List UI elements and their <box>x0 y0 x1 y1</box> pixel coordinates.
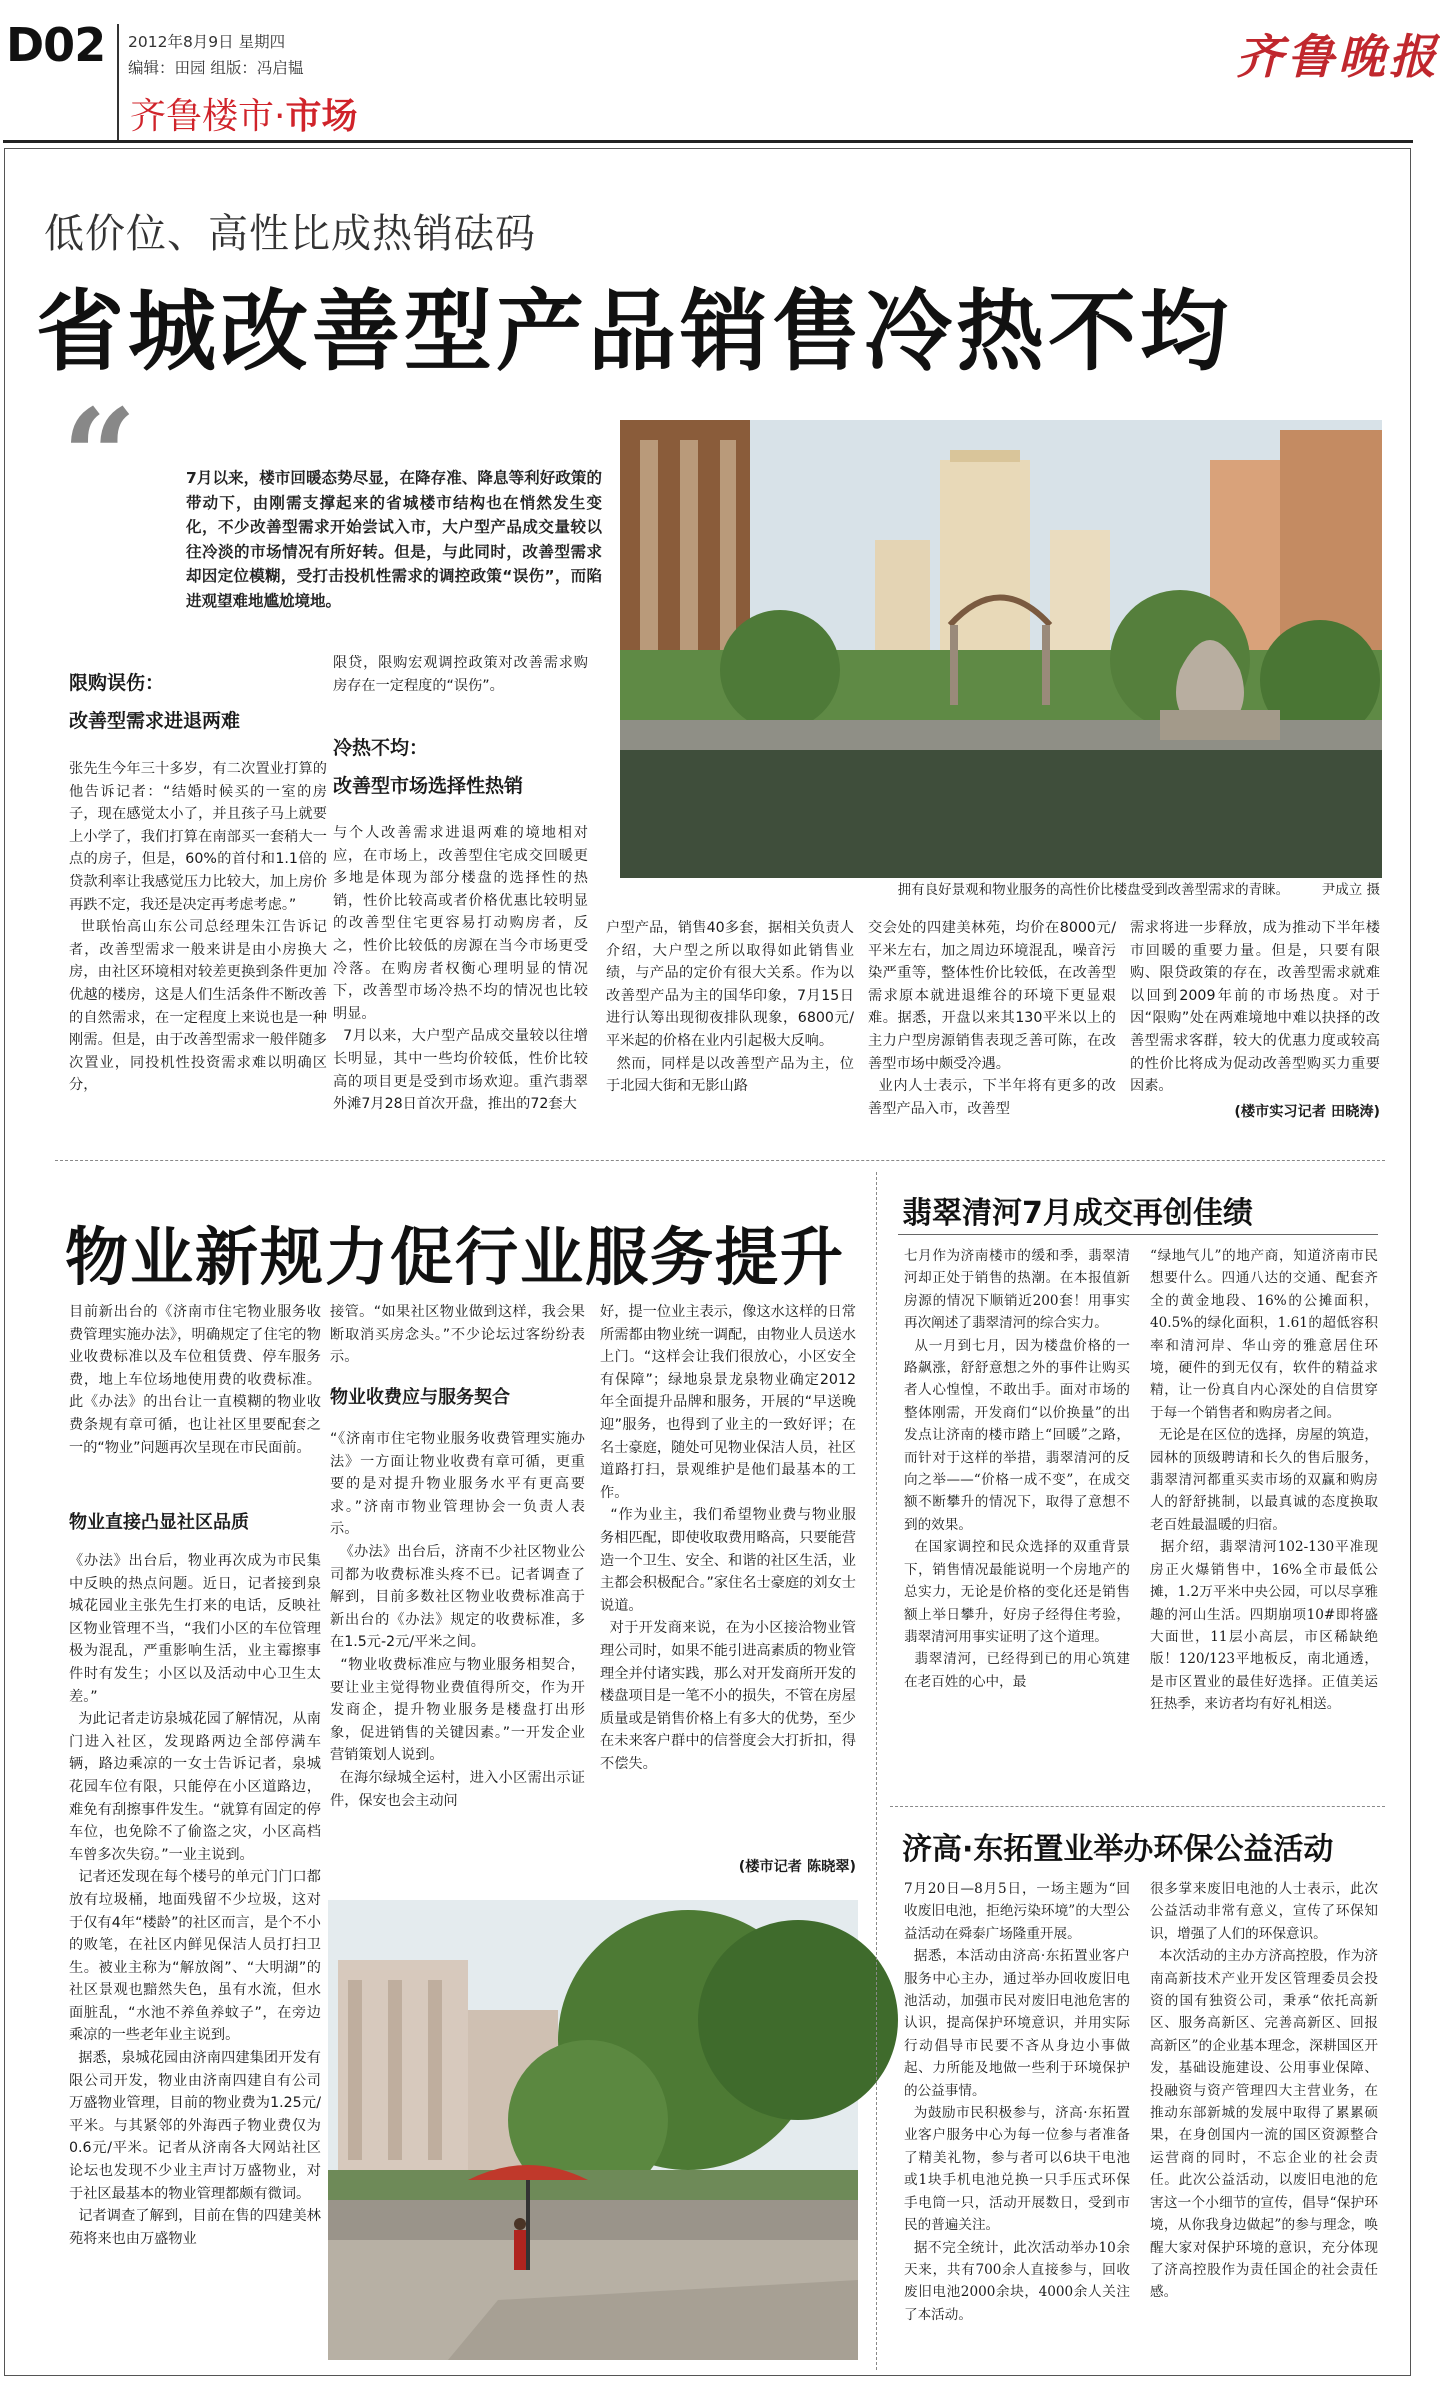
article1-subhead1-line1: 限购误伤： <box>69 672 165 694</box>
article-divider-2 <box>890 1806 1385 1807</box>
article1-column3: 户型产品，销售40多套，据相关负责人介绍，大户型之所以取得如此销售业绩，与产品的定价有很大关系。作为以改善型产品为主的国华印象，7月15日进行认筹出现彻夜排队现象，6800元/平米起的价格在业内引起极大反响。 然而，同样是以改善型产品为主，位于北园大街和无影山路 <box>606 920 854 1095</box>
article1-byline: (楼市实习记者 田晓涛) <box>1234 1104 1380 1120</box>
article3-headline: 翡翠清河7月成交再创佳绩 <box>902 1196 1253 1231</box>
header-divider-vertical <box>117 24 119 140</box>
article1-kicker: 低价位、高性比成热销砝码 <box>44 211 536 257</box>
article1-column5: 需求将进一步释放，成为推动下半年楼市回暖的重要力量。但是，只要有限购、限贷政策的存在，改善型需求就难以回到2009年前的市场热度。对于因“限购”处在两难境地中难以抉择的改善型需求客群，较大的优惠力度或较高的性价比将成为促动改善型购买力重要因素。 <box>1130 920 1380 1095</box>
article2-headline: 物业新规力促行业服务提升 <box>65 1221 845 1294</box>
article1-column2b: 与个人改善需求进退两难的境地相对应，在市场上，改善型住宅成交回暖更多地是体现为部分楼盘的选择性的热销，性价比较高或者价格优惠比较明显的改善型住宅更容易打动购房者，反之，性价比较低的房源在当今市场更受冷落。在购房者权衡心理明显的情况下，改善型市场冷热不均的情况也比较明显。 7月以来，大户型产品成交量较以往增长明显，其中一些均价较低，性价比较高的项目更是受到市场欢迎。重汽翡翠外滩7月28日首次开盘，推出的72套大 <box>333 825 588 1113</box>
article2-column2a: 接管。“如果社区物业做到这样，我会果断取消买房念头。”不少论坛过客纷纷表示。 <box>330 1304 585 1366</box>
issue-date: 2012年8月9日 星期四 <box>128 33 286 51</box>
article2-column1a: 目前新出台的《济南市住宅物业服务收费管理实施办法》，明确规定了住宅的物业收费标准以及车位租赁费、停车服务费，地上车位场地使用费的收费标准。此《办法》的出台让一直模糊的物业收费条规有章可循，也让社区里要配套之一的“物业”问题再次呈现在市民面前。 <box>69 1304 321 1456</box>
article-divider-1 <box>55 1160 1385 1161</box>
article1-photo <box>620 420 1382 878</box>
article1-photo-caption <box>790 880 1380 900</box>
section-title <box>130 88 357 139</box>
section-title-prefix: 齐鲁楼市· <box>130 96 286 137</box>
article3-rule <box>898 1234 1378 1235</box>
article2-photo <box>328 1900 858 2360</box>
quote-mark-icon: “ <box>62 380 137 533</box>
article1-lead: 7月以来，楼市回暖态势尽显，在降存准、降息等利好政策的带动下，由刚需支撑起来的省城楼市结构也在悄然发生变化，不少改善型需求开始尝试入市，大户型产品成交量较以往冷淡的市场情况有所好转。但是，与此同时，改善型需求却因定位模糊，受打击投机性需求的调控政策“误伤”，而陷进观望难地尴尬境地。 <box>186 469 602 610</box>
section-title-suffix: 市场 <box>285 96 358 137</box>
article1-column1: 张先生今年三十多岁，有二次置业打算的他告诉记者：“结婚时候买的一室的房子，现在感觉太小了，并且孩子马上就要上小学了，我们打算在南部买一套稍大一点的房子，但是，60%的首付和1.1倍的贷款利率让我感觉压力比较大，加上房价再跌不定，我还是决定再考虑考虑。” 世联怡高山东公司总经理朱江告诉记者，改善型需求一般来讲是由小房换大房，由社区环境相对较差更换到条件更加优越的楼房，这是人们生活条件不断改善的自然需求，在一定程度上来说也是一种刚需。但是，由于改善型需求一般伴随多次置业，同投机性投资需求难以明确区分， <box>69 761 327 1094</box>
photo-caption-text: 拥有良好景观和物业服务的高性价比楼盘受到改善型需求的青睐。 <box>897 882 1290 898</box>
editor-credits: 编辑：田园 组版：冯启韫 <box>128 59 304 77</box>
article2-subhead-b: 物业收费应与服务契合 <box>330 1387 510 1408</box>
article1-column2a: 限贷，限购宏观调控政策对改善需求购房存在一定程度的“误伤”。 <box>333 655 588 694</box>
article4-column1: 7月20日—8月5日，一场主题为“回收废旧电池，拒绝污染环境”的大型公益活动在舜泰广场隆重开展。 据悉，本活动由济高·东拓置业客户服务中心主办，通过举办回收废旧电池活动，加强市民对废旧电池危害的认识，提高保护环境意识，并用实际行动倡导市民要不吝从身边小事做起、力所能及地做一些利于环境保护的公益事情。 为鼓励市民积极参与，济高·东拓置业客户服务中心为每一位参与者准备了精美礼物，参与者可以6块干电池或1块手机电池兑换一只手压式环保手电筒一只，活动开展数日，受到市民的普遍关注。 据不完全统计，此次活动举办10余天来，共有700余人直接参与，回收废旧电池2000余块，4000余人关注了本活动。 <box>904 1881 1130 2323</box>
article4-headline: 济高·东拓置业举办环保公益活动 <box>902 1832 1334 1867</box>
article2-subhead-a: 物业直接凸显社区品质 <box>69 1512 249 1533</box>
article3-column1: 七月作为济南楼市的缓和季，翡翠清河却正处于销售的热潮。在本报值新房源的情况下顺销近200套！用事实再次阐述了翡翠清河的综合实力。 从一月到七月，因为楼盘价格的一路飙涨，舒舒意想之外的事件让购买者人心惶惶，不敢出手。面对市场的整体刚需，开发商们“以价换量”的出发点让济南的楼市踏上“回暖”之路，而针对于这样的举措，翡翠清河的反向之举——“价格一成不变”，在成交额不断攀升的情况下，取得了意想不到的效果。 在国家调控和民众选择的双重背景下，销售情况最能说明一个房地产的总实力，无论是价格的变化还是销售额上举日攀升，好房子经得住考验，翡翠清河用事实证明了这个道理。 翡翠清河，已经得到已的用心筑建在老百姓的心中，最 <box>904 1248 1130 1690</box>
article1-subhead2 <box>333 735 588 799</box>
newspaper-brand-logo: 齐鲁晚报 <box>1236 30 1440 85</box>
article2-column1b: 《办法》出台后，物业再次成为市民集中反映的热点问题。近日，记者接到泉城花园业主张先生打来的电话，反映社区物业管理不当，“我们小区的车位管理极为混乱，严重影响生活，业主霉擦事件时有发生；小区以及活动中心卫生太差。” 为此记者走访泉城花园了解情况，从南门进入社区，发现路两边全部停满车辆，路边乘凉的一女士告诉记者，泉城花园车位有限，只能停在小区道路边，难免有刮擦事件发生。“就算有固定的停车位，也免除不了偷盗之灾，小区高档车曾多次失窃。”一业主说到。 记者还发现在每个楼号的单元门门口都放有垃圾桶，地面残留不少垃圾，这对于仅有4年“楼龄”的社区而言，是个不小的败笔，在社区内鲜见保洁人员打扫卫生。被业主称为“解放阁”、“大明湖”的社区景观也黯然失色，虽有水流，但水面脏乱，“水池不养鱼养蚊子”，在旁边乘凉的一些老年业主说到。 据悉，泉城花园由济南四建集团开发有限公司开发，物业由济南四建自有公司万盛物业管理，目前的物业费为1.25元/平米。与其紧邻的外海西子物业费仅为0.6元/平米。记者从济南各大网站社区论坛也发现不少业主声讨万盛物业，对于社区最基本的物业管理都颇有微词。 记者调查了解到，目前在售的四建美林苑将来也由万盛物业 <box>69 1553 321 2247</box>
photo-community-scene <box>328 1900 858 2360</box>
article1-subhead2-line2: 改善型市场选择性热销 <box>333 775 524 797</box>
article1-headline: 省城改善型产品销售冷热不均 <box>36 280 1233 383</box>
header-rule <box>3 140 1413 143</box>
article2-column3: 好，提一位业主表示，像这水这样的日常所需都由物业统一调配，由物业人员送水上门。“这样会让我们很放心，小区安全有保障”；绿地泉景龙泉物业确定2012年全面提升品牌和服务，开展的“早送晚迎”服务，也得到了业主的一致好评；在名士豪庭，随处可见物业保洁人员，社区道路打扫，景观维护是他们最基本的工作。 “作为业主，我们希望物业费与物业服务相匹配，即使收取费用略高，只要能营造一个卫生、安全、和谐的社区生活，业主都会积极配合。”家住名士豪庭的刘女士说道。 对于开发商来说，在为小区接洽物业管理公司时，如果不能引进高素质的物业管理全并付诸实践，那么对开发商所开发的楼盘项目是一笔不小的损失，不管在房屋质量或是销售价格上有多大的优势，至少在未来客户群中的信誉度会大打折扣，得不偿失。 <box>600 1304 856 1772</box>
article1-subhead2-line1: 冷热不均： <box>333 737 429 759</box>
page-number: D02 <box>6 18 106 72</box>
photo-credit: 尹成立 摄 <box>1321 882 1380 898</box>
article1-subhead1-line2: 改善型需求进退两难 <box>69 710 241 732</box>
article1-column4: 交会处的四建美林苑，均价在8000元/平米左右，加之周边环境混乱，噪音污染严重等，整体性价比较低，在改善型需求原本就进退维谷的环境下更显艰难。据悉，开盘以来其130平米以上的主力户型房源销售表现乏善可陈，在改善型市场中颇受冷遇。 业内人士表示，下半年将有更多的改善型产品入市，改善型 <box>868 920 1116 1117</box>
article2-byline: (楼市记者 陈晓翠) <box>738 1859 856 1875</box>
photo-garden-scene <box>620 420 1382 878</box>
column-separator <box>876 1172 877 2370</box>
article3-column2: “绿地气儿”的地产商，知道济南市民想要什么。四通八达的交通、配套齐全的黄金地段、16%的公摊面积，40.5%的绿化面积，1.61的超低容积率和清河岸、华山旁的雅意居住环境，硬件的到无仅有，软件的精益求精，让一份真自内心深处的自信贯穿于每一个销售者和购房者之间。 无论是在区位的选择，房屋的筑造，园林的顶级聘请和长久的售后服务，翡翠清河都重买卖市场的双赢和购房人的舒舒挑制，以最真诚的态度换取老百姓最温暖的归宿。 据介绍，翡翠清河102-130平准现房正火爆销售中，16%全市最低公摊，1.2万平米中央公园，可以尽享雅趣的河山生活。四期崩项10#即将盛大面世，11层小高层，市区稀缺绝版！120/123平地板反，南北通透，是市区置业的最佳好选择。正值美运狂热季，来访者均有好礼相送。 <box>1150 1248 1378 1713</box>
article1-subhead1 <box>69 670 327 734</box>
article2-column2b: “《济南市住宅物业服务收费管理实施办法》一方面让物业收费有章可循，更重要的是对提升物业服务水平有更高要求。”济南市物业管理协会一负责人表示。 《办法》出台后，济南不少社区物业公司都为收费标准头疼不已。记者调查了解到，目前多数社区物业收费标准高于新出台的《办法》规定的收费标准，多在1.5元-2元/平米之间。 “物业收费标准应与物业服务相契合，要让业主觉得物业费值得所交，作为开发商企，提升物业服务是楼盘打出形象，促进销售的关键因素。”一开发企业营销策划人说到。 在海尔绿城全运村，进入小区需出示证件，保安也会主动问 <box>330 1431 585 1809</box>
article4-column2: 很多掌来废旧电池的人士表示，此次公益活动非常有意义，宣传了环保知识，增强了人们的环保意识。 本次活动的主办方济高控股，作为济南高新技术产业开发区管理委员会投资的国有独资公司，秉承“依托高新区、服务高新区、完善高新区、回报高新区”的企业基本理念，深耕国区开发，基础设施建设、公用事业保障、投融资与资产管理四大主营业务，在推动东部新城的发展中取得了累累硕果，在身创国内一流的国区资源整合运营商的同时，不忘企业的社会责任。此次公益活动，以废旧电池的危害这一个小细节的宣传，倡导“保护环境，从你我身边做起”的参与理念，唤醒大家对保护环境的意识，充分体现了济高控股作为责任国企的社会责任感。 <box>1150 1881 1378 2301</box>
